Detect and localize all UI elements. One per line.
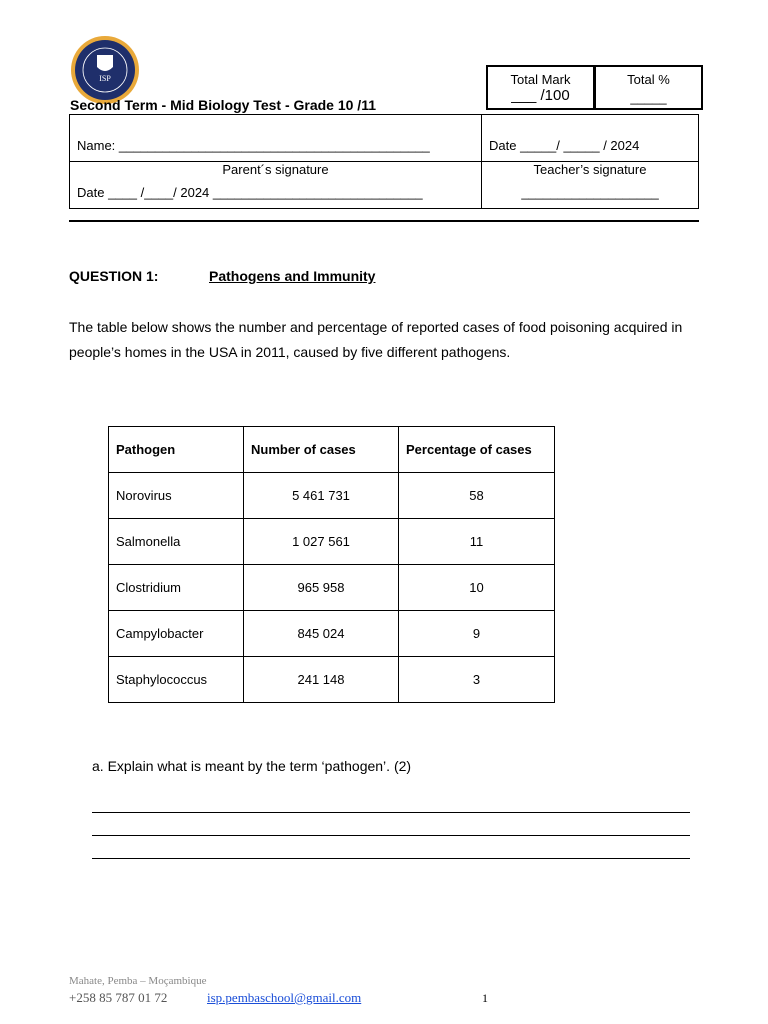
teacher-signature-cell [482,162,699,209]
svg-text:ISP: ISP [99,74,111,83]
footer-email-link[interactable]: isp.pembaschool@gmail.com [207,990,362,1005]
total-percent-value: _____ [630,90,667,105]
question-part-a: a. Explain what is meant by the term ‘pathogen’. (2) [92,758,412,774]
school-logo [70,35,140,105]
question-label: QUESTION 1: [69,268,159,284]
date-field-bottom: Date ____ /____/ 2024 _____________________________ [77,185,423,200]
table-row [109,657,555,703]
table-cell: 965 958 [244,565,399,611]
test-title: Second Term - Mid Biology Test - Grade 10 /11 [70,97,376,113]
table-header: Number of cases [244,427,399,473]
question-intro: The table below shows the number and percentage of reported cases of food poisoning acquired in people’s homes in the USA in 2011, caused by five different pathogens. [69,319,683,360]
parent-signature-cell [70,162,482,209]
table-cell: 5 461 731 [244,473,399,519]
answer-line[interactable] [92,858,690,859]
answer-line[interactable] [92,835,690,836]
table-cell: 11 [399,519,555,565]
total-mark-label: Total Mark [510,72,571,87]
parent-signature-label: Parent´s signature [222,162,329,177]
page-number: 1 [482,991,488,1005]
total-mark-value: ___ /100 [511,87,570,104]
name-field: Name: ___________________________________________ [77,138,430,153]
table-cell: Campylobacter [109,611,244,657]
date-field-top: Date _____/ _____ / 2024 [489,138,640,153]
date-cell [482,115,699,162]
teacher-signature-label: Teacher’s signature [533,162,647,177]
answer-line[interactable] [92,812,690,813]
table-cell: Norovirus [109,473,244,519]
table-row [109,473,555,519]
total-mark-cell [488,67,593,108]
total-percent-label: Total % [627,72,670,87]
total-mark-box [486,65,703,110]
footer-address: Mahate, Pemba – Moçambique [69,975,207,987]
table-cell: 845 024 [244,611,399,657]
table-cell: 10 [399,565,555,611]
table-cell: Clostridium [109,565,244,611]
table-cell: 1 027 561 [244,519,399,565]
table-header: Percentage of cases [399,427,555,473]
table-row [109,611,555,657]
divider [69,220,699,222]
table-cell: Salmonella [109,519,244,565]
table-cell: 3 [399,657,555,703]
footer-phone: +258 85 787 01 72 [69,990,168,1005]
table-cell: Staphylococcus [109,657,244,703]
table-cell: 58 [399,473,555,519]
table-cell: 241 148 [244,657,399,703]
table-row [109,565,555,611]
question-title: Pathogens and Immunity [209,268,376,284]
student-info-table [69,114,699,209]
table-header-row [109,427,555,473]
name-cell [70,115,482,162]
teacher-signature-line: ___________________ [521,185,659,200]
table-row [109,519,555,565]
pathogen-table [108,426,555,703]
table-cell: 9 [399,611,555,657]
total-percent-cell [593,67,701,108]
table-header: Pathogen [109,427,244,473]
